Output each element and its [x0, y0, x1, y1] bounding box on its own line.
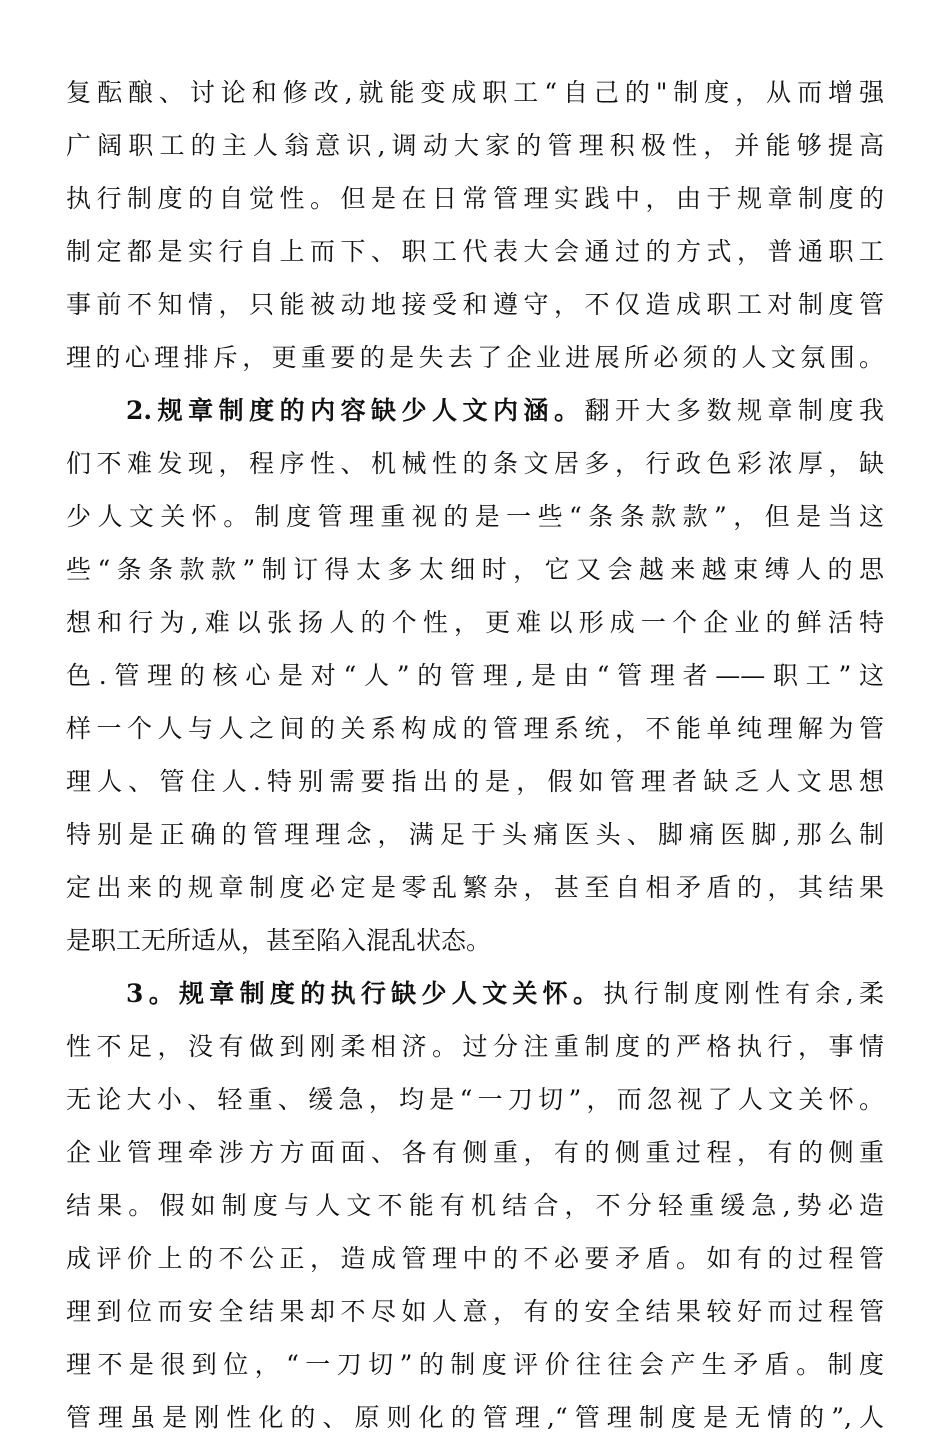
text-line: 特别是正确的管理理念，满足于头痛医头、脚痛医脚,那么制 — [66, 820, 884, 849]
text-line — [66, 384, 884, 437]
text-line: 企业管理牵涉方方面面、各有侧重，有的侧重过程，有的侧重 — [66, 1138, 884, 1167]
text-line: 理人、管住人.特别需要指出的是，假如管理者缺乏人文思想 — [66, 767, 884, 796]
paragraph-1 — [66, 66, 884, 384]
text-line: 事前不知情，只能被动地接受和遵守，不仅造成职工对制度管 — [66, 290, 884, 319]
document-body — [66, 66, 884, 1444]
text-line: 样一个人与人之间的关系构成的管理系统，不能单纯理解为管 — [66, 714, 884, 743]
text-line: 想和行为,难以张扬人的个性，更难以形成一个企业的鲜活特 — [66, 608, 884, 637]
text-line: 色.管理的核心是对“人”的管理,是由“管理者——职工”这 — [66, 661, 884, 690]
text-run: 执行制度刚性有余,柔 — [603, 979, 884, 1008]
text-line: 复酝酿、讨论和修改,就能变成职工“自己的"制度，从而增强 — [66, 78, 884, 107]
text-line: 无论大小、轻重、缓急，均是“一刀切”，而忽视了人文关怀。 — [66, 1085, 884, 1114]
text-line: 结果。假如制度与人文不能有机结合，不分轻重缓急,势必造 — [66, 1191, 884, 1220]
text-line: 广阔职工的主人翁意识,调动大家的管理积极性，并能够提高 — [66, 131, 884, 160]
text-run: 翻开大多数规章制度我 — [584, 396, 884, 425]
text-line: 理的心理排斥，更重要的是失去了企业进展所必须的人文氛围。 — [66, 343, 884, 372]
text-line: 些“条条款款”制订得太多太细时，它又会越来越束缚人的思 — [66, 555, 884, 584]
paragraph-2 — [66, 384, 884, 967]
section-heading-3: 3。规章制度的执行缺少人文关怀。 — [126, 979, 604, 1008]
paragraph-3 — [66, 967, 884, 1444]
text-line: 定出来的规章制度必定是零乱繁杂，甚至自相矛盾的，其结果 — [66, 873, 884, 902]
text-line: 管理虽是刚性化的、原则化的管理,“管理制度是无情的”,人 — [66, 1403, 884, 1432]
text-line: 们不难发现，程序性、机械性的条文居多，行政色彩浓厚，缺 — [66, 449, 884, 478]
text-line: 成评价上的不公正，造成管理中的不必要矛盾。如有的过程管 — [66, 1244, 884, 1273]
text-line: 少人文关怀。制度管理重视的是一些“条条款款”，但是当这 — [66, 502, 884, 531]
text-line: 是职工无所适从，甚至陷入混乱状态。 — [66, 926, 492, 955]
text-line: 理到位而安全结果却不尽如人意，有的安全结果较好而过程管 — [66, 1297, 884, 1326]
text-line: 制定都是实行自上而下、职工代表大会通过的方式，普通职工 — [66, 237, 884, 266]
text-line — [66, 967, 884, 1020]
text-line: 执行制度的自觉性。但是在日常管理实践中，由于规章制度的 — [66, 184, 884, 213]
section-heading-2: 2.规章制度的内容缺少人文内涵。 — [126, 396, 585, 425]
text-line: 性不足，没有做到刚柔相济。过分注重制度的严格执行，事情 — [66, 1032, 884, 1061]
text-line: 理不是很到位，“一刀切”的制度评价往往会产生矛盾。制度 — [66, 1350, 884, 1379]
